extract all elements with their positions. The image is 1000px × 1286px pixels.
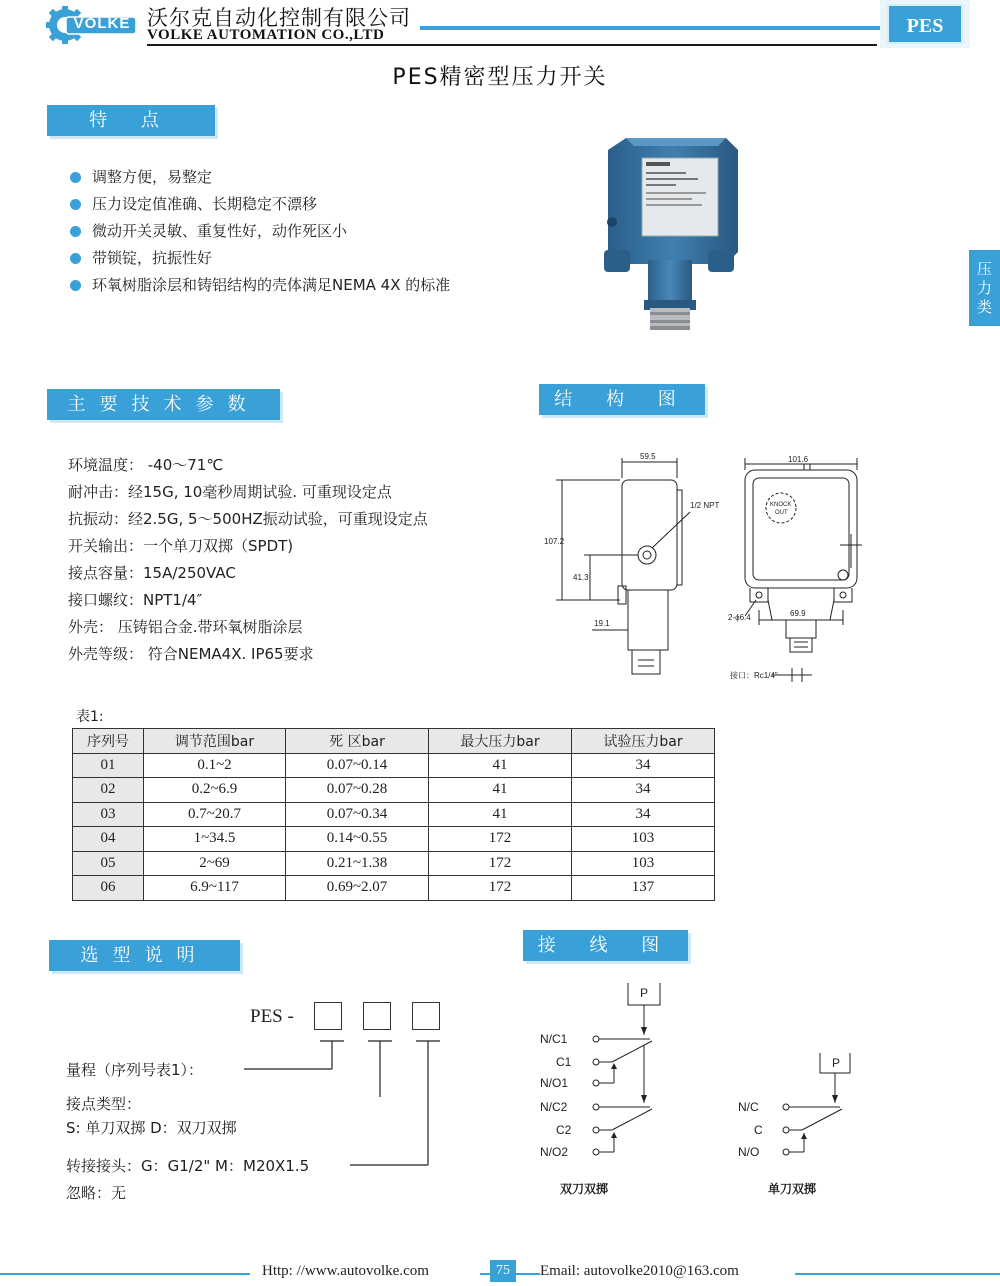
header-accent-rule xyxy=(420,26,880,30)
table-row xyxy=(73,753,715,778)
dim-width-front: 101.6 xyxy=(788,455,809,464)
table-cell: 06 xyxy=(73,876,144,901)
table-cell: 03 xyxy=(73,802,144,827)
features-list xyxy=(70,164,450,299)
features-heading: 特 点 xyxy=(47,105,215,136)
table-cell: 172 xyxy=(429,876,572,901)
dim-port-label: 接口：Rc1/4" xyxy=(730,671,778,680)
product-photo xyxy=(598,132,748,337)
table-cell: 172 xyxy=(429,851,572,876)
table-cell: 6.9~117 xyxy=(144,876,286,901)
company-name-cn: 沃尔克自动化控制有限公司 xyxy=(147,6,411,30)
table-cell: 1~34.5 xyxy=(144,827,286,852)
company-name-en: VOLKE AUTOMATION CO.,LTD xyxy=(147,27,385,43)
col-header: 调节范围bar xyxy=(144,729,286,754)
feature-item: 微动开关灵敏、重复性好，动作死区小 xyxy=(70,218,450,245)
header-rule xyxy=(147,44,877,46)
knock-out-label: KNOCK xyxy=(770,502,792,508)
bullet-icon xyxy=(70,253,81,264)
side-tab-label xyxy=(969,260,1000,317)
adapter-code-box xyxy=(412,1002,440,1030)
bullet-icon xyxy=(70,226,81,237)
col-header: 序列号 xyxy=(73,729,144,754)
table-cell: 41 xyxy=(429,802,572,827)
terminal-label: C1 xyxy=(556,1055,572,1069)
dim-npt-label: 1/2 NPT xyxy=(690,501,720,510)
table-cell: 0.14~0.55 xyxy=(286,827,429,852)
selection-leader-lines xyxy=(240,1035,450,1175)
side-tab-char: 类 xyxy=(976,298,992,316)
table-cell: 41 xyxy=(429,753,572,778)
table-cell: 01 xyxy=(73,753,144,778)
spec-line: 开关输出：一个单刀双掷（SPDT) xyxy=(68,537,294,555)
bullet-icon xyxy=(70,199,81,210)
footer-rule-left xyxy=(0,1273,250,1275)
terminal-label: N/O xyxy=(738,1145,760,1159)
table-cell: 34 xyxy=(572,778,715,803)
side-tab-char: 压 xyxy=(976,260,992,278)
spec-line: 抗振动：经2.5G, 5～500HZ振动试验，可重现设定点 xyxy=(68,510,428,528)
wiring-heading: 接 线 图 xyxy=(523,930,688,961)
footer-rule-right xyxy=(795,1273,1000,1275)
table-header-row xyxy=(73,729,715,754)
contact-code-box xyxy=(363,1002,391,1030)
bullet-icon xyxy=(70,172,81,183)
terminal-label: C xyxy=(754,1123,763,1137)
table-cell: 0.07~0.14 xyxy=(286,753,429,778)
specs-heading: 主要技术参数 xyxy=(47,389,280,420)
table-cell: 0.07~0.34 xyxy=(286,802,429,827)
spec-line: 外壳： 压铸铝合金.带环氧树脂涂层 xyxy=(68,618,303,636)
dimension-drawing xyxy=(540,450,880,690)
dim-hole-label: 2-ϕ6.4 xyxy=(728,613,751,622)
col-header: 试验压力bar xyxy=(572,729,715,754)
contact-type-options: S: 单刀双掷 D：双刀双掷 xyxy=(66,1119,237,1137)
table-cell: 0.69~2.07 xyxy=(286,876,429,901)
model-prefix: PES - xyxy=(250,1006,294,1027)
page-title: PES精密型压力开关 xyxy=(392,65,608,90)
spec-line: 接口螺纹：NPT1/4″ xyxy=(68,591,203,609)
table-row xyxy=(73,851,715,876)
table-cell: 0.2~6.9 xyxy=(144,778,286,803)
terminal-label: N/C xyxy=(738,1100,759,1114)
pressure-label: P xyxy=(640,986,649,1000)
spec-table xyxy=(72,728,715,901)
model-tab: PES xyxy=(887,4,963,44)
feature-item: 压力设定值准确、长期稳定不漂移 xyxy=(70,191,450,218)
table-cell: 103 xyxy=(572,827,715,852)
table-cell: 172 xyxy=(429,827,572,852)
category-side-tab xyxy=(969,250,1000,326)
terminal-label: N/O1 xyxy=(540,1076,569,1090)
table-cell: 0.1~2 xyxy=(144,753,286,778)
omit-label: 忽略：无 xyxy=(66,1184,127,1202)
dim-height-total: 107.2 xyxy=(544,537,565,546)
range-label: 量程（序列号表1）： xyxy=(66,1061,204,1079)
dpdt-caption: 双刀双掷 xyxy=(560,1182,609,1196)
table-cell: 02 xyxy=(73,778,144,803)
table-cell: 0.21~1.38 xyxy=(286,851,429,876)
feature-item: 带锁锭，抗振性好 xyxy=(70,245,450,272)
table-cell: 41 xyxy=(429,778,572,803)
col-header: 最大压力bar xyxy=(429,729,572,754)
table-row xyxy=(73,876,715,901)
structure-heading: 结 构 图 xyxy=(539,384,705,415)
logo-text: VOLKE xyxy=(73,15,131,32)
terminal-label: C2 xyxy=(556,1123,572,1137)
dim-height-port: 41.3 xyxy=(573,573,589,582)
feature-item: 环氧树脂涂层和铸铝结构的壳体满足NEMA 4X 的标准 xyxy=(70,272,450,299)
table-cell: 0.7~20.7 xyxy=(144,802,286,827)
pressure-label: P xyxy=(832,1056,841,1070)
col-header: 死 区bar xyxy=(286,729,429,754)
dim-hole-spacing: 69.9 xyxy=(790,609,806,618)
table-cell: 103 xyxy=(572,851,715,876)
table-cell: 0.07~0.28 xyxy=(286,778,429,803)
table-cell: 04 xyxy=(73,827,144,852)
dim-width-side: 59.5 xyxy=(640,452,656,461)
terminal-label: N/C1 xyxy=(540,1032,568,1046)
spec-line: 环境温度： -40～71℃ xyxy=(68,456,224,474)
selection-heading: 选型说明 xyxy=(49,940,240,971)
spdt-caption: 单刀双掷 xyxy=(768,1182,817,1196)
bullet-icon xyxy=(70,280,81,291)
spec-line: 外壳等级： 符合NEMA4X. IP65要求 xyxy=(68,645,314,663)
feature-item: 调整方便，易整定 xyxy=(70,164,450,191)
contact-type-label: 接点类型： xyxy=(66,1095,142,1113)
email-link[interactable]: Email: autovolke2010@163.com xyxy=(540,1263,739,1279)
table-cell: 137 xyxy=(572,876,715,901)
range-code-box xyxy=(314,1002,342,1030)
terminal-label: N/O2 xyxy=(540,1145,569,1159)
terminal-label: N/C2 xyxy=(540,1100,568,1114)
table-row xyxy=(73,778,715,803)
page-number: 75 xyxy=(490,1260,516,1282)
table-row xyxy=(73,827,715,852)
table-cell: 34 xyxy=(572,802,715,827)
website-link[interactable]: Http: //www.autovolke.com xyxy=(262,1263,429,1279)
table-cell: 34 xyxy=(572,753,715,778)
adapter-label: 转接接头：G：G1/2" M：M20X1.5 xyxy=(66,1157,310,1175)
knock-out-label: OUT xyxy=(775,510,788,516)
table-cell: 2~69 xyxy=(144,851,286,876)
table-row xyxy=(73,802,715,827)
spec-line: 耐冲击：经15G, 10毫秒周期试验. 可重现设定点 xyxy=(68,483,392,501)
spec-line: 接点容量：15A/250VAC xyxy=(68,564,236,582)
side-tab-char: 力 xyxy=(976,279,992,297)
wiring-diagram xyxy=(530,975,880,1205)
dim-depth-bottom: 19.1 xyxy=(594,619,610,628)
table-cell: 05 xyxy=(73,851,144,876)
specs-list xyxy=(68,452,428,668)
table-caption: 表1: xyxy=(76,709,104,725)
